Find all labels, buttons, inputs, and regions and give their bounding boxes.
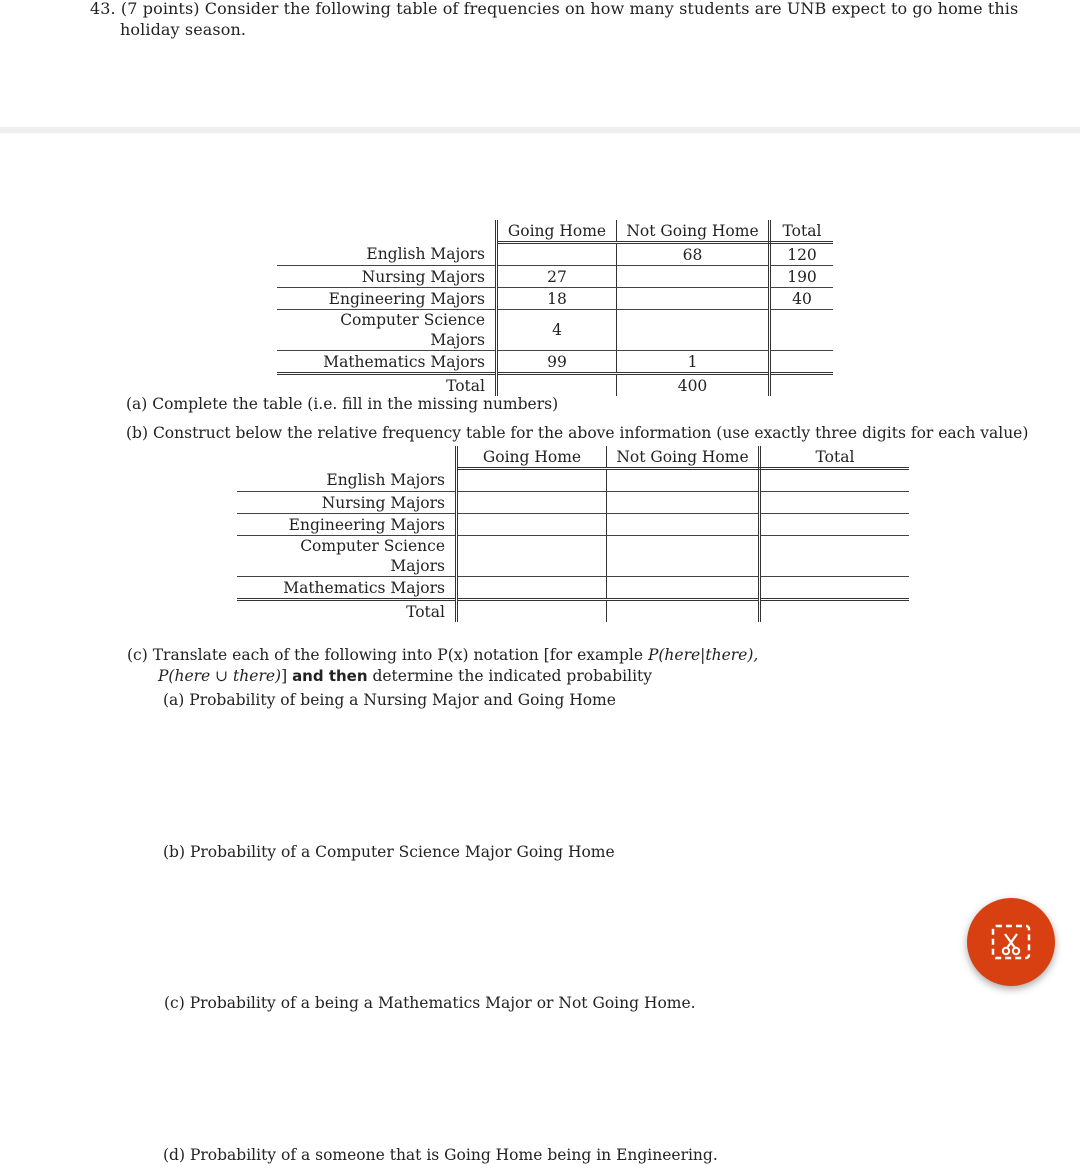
question-line-2: holiday season. (120, 20, 247, 39)
cell-going: 18 (497, 288, 617, 310)
total-label: Total (277, 374, 497, 397)
screenshot-button[interactable] (967, 898, 1055, 986)
part-c-example-2: P(here ∪ there) (158, 667, 282, 685)
row-label: English Majors (237, 469, 457, 492)
table-row (277, 243, 833, 266)
table-row (237, 514, 909, 536)
table-row (237, 492, 909, 514)
total-going (497, 374, 617, 397)
cell-total (770, 310, 834, 351)
table-total-row (277, 374, 833, 397)
part-c-sub-c: (c) Probability of a being a Mathematics Major or Not Going Home. (164, 994, 696, 1012)
cell-going[interactable] (457, 536, 607, 577)
cell-not-going[interactable] (607, 536, 760, 577)
corner-cell (277, 220, 497, 243)
cell-total[interactable] (760, 514, 910, 536)
cell-not-going[interactable] (607, 492, 760, 514)
total-total (770, 374, 834, 397)
table-row (277, 310, 833, 351)
part-c-line-1 (127, 645, 758, 665)
header-total: Total (760, 446, 910, 469)
part-c-bracket: ] (281, 667, 293, 685)
cell-going[interactable] (457, 514, 607, 536)
cell-going[interactable] (457, 577, 607, 600)
table-row (237, 577, 909, 600)
total-not-going: 400 (617, 374, 770, 397)
cell-not-going[interactable] (607, 577, 760, 600)
total-going[interactable] (457, 600, 607, 623)
cell-going[interactable] (457, 469, 607, 492)
page-divider (0, 127, 1080, 133)
question-intro (90, 0, 1018, 40)
row-label: Computer Science Majors (277, 310, 497, 351)
cell-total: 40 (770, 288, 834, 310)
row-label: Nursing Majors (277, 266, 497, 288)
cell-not-going (617, 266, 770, 288)
part-c-example-1: P(here|there), (647, 646, 759, 664)
part-c-sub-b: (b) Probability of a Computer Science Major Going Home (163, 843, 615, 861)
relative-frequency-table (237, 446, 909, 622)
cell-going: 4 (497, 310, 617, 351)
question-line-1: 43. (7 points) Consider the following table of frequencies on how many students are UNB expect to go home this (90, 0, 1019, 18)
header-not-going-home: Not Going Home (617, 220, 770, 243)
row-label: Mathematics Majors (277, 351, 497, 374)
part-c-prefix: (c) Translate each of the following into P(x) notation [for example (127, 646, 648, 664)
part-c-suffix: determine the indicated probability (367, 667, 653, 685)
total-total[interactable] (760, 600, 910, 623)
row-label: Mathematics Majors (237, 577, 457, 600)
header-not-going-home: Not Going Home (607, 446, 760, 469)
row-label: English Majors (277, 243, 497, 266)
cell-not-going[interactable] (607, 514, 760, 536)
header-going-home: Going Home (457, 446, 607, 469)
cell-total[interactable] (760, 469, 910, 492)
part-c-sub-d: (d) Probability of a someone that is Going Home being in Engineering. (163, 1146, 718, 1164)
part-c-and-then: and then (292, 667, 368, 685)
cell-total: 120 (770, 243, 834, 266)
cell-not-going: 1 (617, 351, 770, 374)
part-c-line-2 (158, 666, 652, 686)
screenshot-scissors-icon (991, 924, 1031, 960)
table-row (277, 288, 833, 310)
table-row (237, 536, 909, 577)
table-row (277, 351, 833, 374)
part-a: (a) Complete the table (i.e. fill in the missing numbers) (126, 395, 559, 413)
total-label: Total (237, 600, 457, 623)
total-not-going[interactable] (607, 600, 760, 623)
cell-going: 27 (497, 266, 617, 288)
header-total: Total (770, 220, 834, 243)
table-row (277, 266, 833, 288)
cell-total: 190 (770, 266, 834, 288)
table-total-row (237, 600, 909, 623)
part-b: (b) Construct below the relative frequency table for the above information (use exactly three digits for each value) (126, 424, 1029, 442)
cell-going (497, 243, 617, 266)
cell-not-going[interactable] (607, 469, 760, 492)
cell-going[interactable] (457, 492, 607, 514)
cell-not-going: 68 (617, 243, 770, 266)
table-row (237, 469, 909, 492)
cell-total (770, 351, 834, 374)
cell-going: 99 (497, 351, 617, 374)
cell-not-going (617, 288, 770, 310)
corner-cell (237, 446, 457, 469)
row-label: Engineering Majors (237, 514, 457, 536)
row-label: Nursing Majors (237, 492, 457, 514)
cell-not-going (617, 310, 770, 351)
cell-total[interactable] (760, 577, 910, 600)
frequency-table (277, 220, 833, 396)
part-c-sub-a: (a) Probability of being a Nursing Major and Going Home (163, 691, 616, 709)
row-label: Computer Science Majors (237, 536, 457, 577)
header-going-home: Going Home (497, 220, 617, 243)
cell-total[interactable] (760, 536, 910, 577)
cell-total[interactable] (760, 492, 910, 514)
row-label: Engineering Majors (277, 288, 497, 310)
